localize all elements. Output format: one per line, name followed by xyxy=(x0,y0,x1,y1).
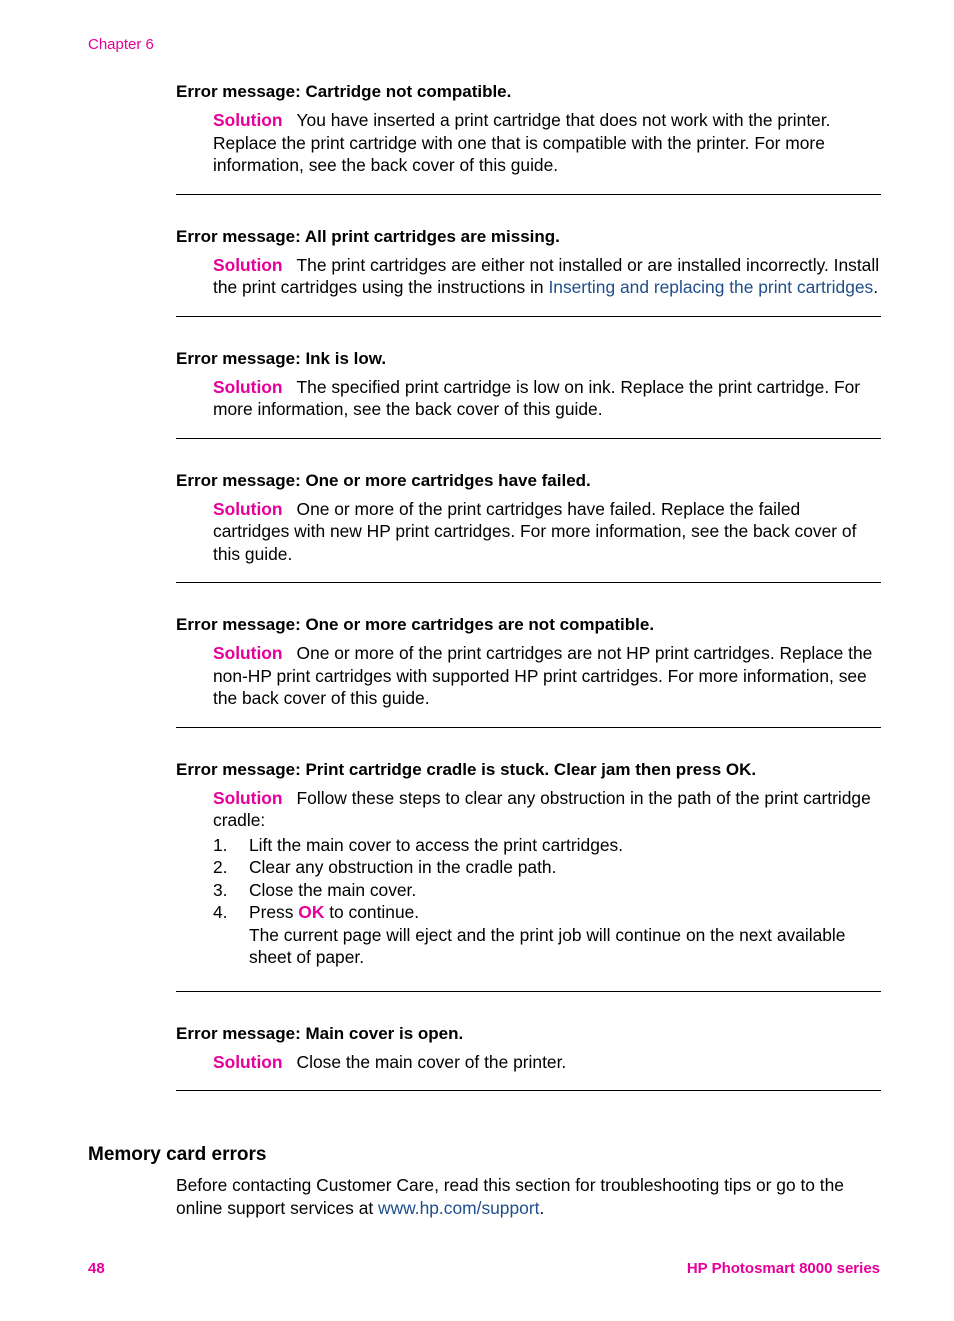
solution-block xyxy=(213,254,881,299)
error-section-ink-low xyxy=(176,317,881,438)
error-messages-list xyxy=(176,80,881,1091)
memory-card-errors-text xyxy=(176,1174,876,1220)
step-text: Lift the main cover to access the print cartridges. xyxy=(249,834,624,855)
error-section-cartridge-not-compatible xyxy=(176,80,881,194)
list-item xyxy=(213,879,881,902)
solution-block xyxy=(213,109,881,177)
error-section-cradle-stuck xyxy=(176,728,881,991)
error-section-cartridges-not-compatible xyxy=(176,583,881,727)
step-text: Press xyxy=(249,902,299,922)
error-section-main-cover-open xyxy=(176,992,881,1091)
inserting-replacing-cartridges-link[interactable]: Inserting and replacing the print cartridges xyxy=(548,277,874,297)
solution-block xyxy=(213,787,881,969)
step-text-end: to continue. xyxy=(324,902,420,922)
error-title: Error message: Cartridge not compatible. xyxy=(176,82,512,101)
error-title: Error message: One or more cartridges have failed. xyxy=(176,470,591,490)
solution-text: Close the main cover of the printer. xyxy=(296,1051,567,1072)
memory-text-end: . xyxy=(539,1198,545,1218)
error-title: Error message: Print cartridge cradle is stuck. Clear jam then press OK. xyxy=(176,759,757,779)
solution-text: Follow these steps to clear any obstruction in the path of the print cartridge cradle: xyxy=(213,787,871,830)
error-section-cartridges-missing xyxy=(176,195,881,316)
step-number: 4. xyxy=(213,902,228,922)
solution-block xyxy=(213,376,881,421)
solution-text: One or more of the print cartridges have failed. Replace the failed cartridges with new HP print cartridges. For more information, see the back cover of this guide. xyxy=(213,498,857,564)
error-section-cartridges-failed xyxy=(176,439,881,583)
step-text: Close the main cover. xyxy=(249,879,417,900)
solution-text-end: . xyxy=(873,277,879,297)
section-divider xyxy=(176,1090,881,1091)
memory-text: Before contacting Customer Care, read this section for troubleshooting tips or go to the online support services at xyxy=(176,1175,844,1218)
memory-card-errors-heading: Memory card errors xyxy=(88,1144,267,1165)
chapter-header: Chapter 6 xyxy=(88,36,154,53)
solution-label: Solution xyxy=(213,498,283,519)
solution-text: One or more of the print cartridges are not HP print cartridges. Replace the non-HP print cartridges with supported HP print cartridges. For more information, see the back cover of this guide. xyxy=(213,643,873,708)
solution-text: The print cartridges are either not installed or are installed incorrectly. Install the print cartridges using the instructions in xyxy=(213,254,880,297)
solution-label: Solution xyxy=(213,643,283,663)
steps-list xyxy=(213,834,881,969)
hp-support-link[interactable]: www.hp.com/support xyxy=(378,1198,540,1218)
error-title: Error message: Main cover is open. xyxy=(176,1023,464,1043)
solution-label: Solution xyxy=(213,110,283,130)
error-title: Error message: All print cartridges are missing. xyxy=(176,226,560,246)
product-name: HP Photosmart 8000 series xyxy=(686,1260,880,1277)
solution-label: Solution xyxy=(213,1051,283,1072)
solution-text: The specified print cartridge is low on ink. Replace the print cartridge. For more information, see the back cover of this guide. xyxy=(213,376,861,419)
step-number: 3. xyxy=(213,879,228,900)
list-item xyxy=(213,856,881,879)
error-title: Error message: One or more cartridges are not compatible. xyxy=(176,615,655,634)
solution-label: Solution xyxy=(213,787,283,808)
solution-block xyxy=(213,498,881,566)
ok-button-label: OK xyxy=(298,902,325,922)
step-number: 2. xyxy=(213,857,228,877)
solution-block xyxy=(213,642,881,710)
step-note: The current page will eject and the print job will continue on the next available sheet of paper. xyxy=(249,924,846,967)
step-text: Clear any obstruction in the cradle path. xyxy=(249,857,557,877)
solution-text: You have inserted a print cartridge that does not work with the printer. Replace the print cartridge with one that is compatible with the printer. For more information, see the back cover of this guide. xyxy=(213,110,831,175)
error-title: Error message: Ink is low. xyxy=(176,348,387,368)
list-item xyxy=(213,834,881,857)
step-number: 1. xyxy=(213,834,228,855)
solution-label: Solution xyxy=(213,376,283,397)
page-number: 48 xyxy=(88,1260,105,1277)
list-item xyxy=(213,901,881,969)
solution-label: Solution xyxy=(213,254,283,275)
solution-block xyxy=(213,1051,881,1074)
